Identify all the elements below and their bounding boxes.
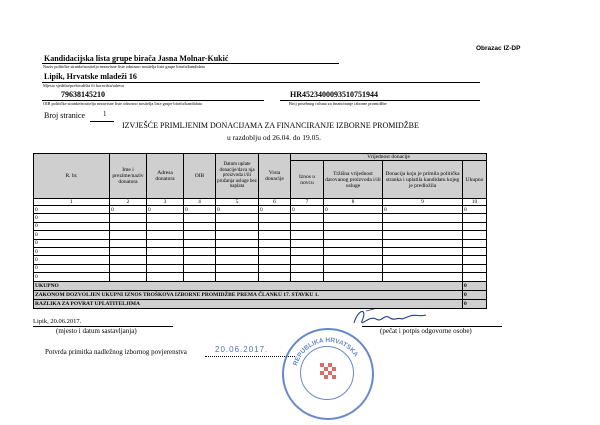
table-cell [184, 214, 216, 222]
page-number-underline [90, 121, 114, 122]
table-row [34, 206, 487, 214]
list-name-caption: Naziv političke stranke/nositelja nezavisne liste odnosno nositelja liste grupe birača/kandidata [43, 64, 205, 69]
table-cell [184, 222, 216, 230]
table-cell [216, 222, 259, 230]
account-caption: Broj posebnog računa za financiranje izborne promidžbe [289, 101, 387, 106]
table-cell [259, 214, 291, 222]
table-cell [463, 264, 487, 272]
table-cell [291, 247, 324, 255]
table-row [34, 264, 487, 272]
table-cell [383, 239, 463, 247]
table-cell [324, 264, 383, 272]
column-number: 6 [259, 199, 291, 206]
table-cell: 0 [34, 239, 110, 247]
table-cell [324, 214, 383, 222]
official-seal [282, 328, 374, 420]
table-cell [110, 231, 147, 239]
table-cell [259, 239, 291, 247]
refund-value: 0 [463, 299, 487, 308]
table-cell: 0 [184, 206, 216, 214]
table-cell [291, 222, 324, 230]
table-cell [259, 222, 291, 230]
address-caption: Mjesto sjedišta/prebivališta ili boravišta/adresa [43, 83, 124, 88]
table-cell [383, 247, 463, 255]
table-cell [110, 247, 147, 255]
max-allowed-label: ZAKONOM DOZVOLJEN UKUPNI IZNOS TROŠKOVA IZBORNE PROMIDŽBE PREMA ČLANKU 17. STAVKU 1. [34, 290, 463, 299]
column-number: 10 [463, 199, 487, 206]
table-cell [216, 273, 259, 281]
total-value: 0 [463, 281, 487, 290]
table-cell [383, 214, 463, 222]
table-cell: 0 [34, 222, 110, 230]
table-cell [147, 222, 184, 230]
table-cell [110, 214, 147, 222]
table-cell [324, 273, 383, 281]
table-cell [216, 214, 259, 222]
table-cell [291, 214, 324, 222]
table-row [34, 222, 487, 230]
table-cell [383, 231, 463, 239]
column-number: 2 [110, 199, 147, 206]
table-cell [216, 239, 259, 247]
col-date-header: Datum uplate donacije/dava nja proizvoda i/ili pružanja usluge bez naplata [216, 154, 259, 199]
table-cell [147, 247, 184, 255]
table-row [34, 273, 487, 281]
donations-table [33, 153, 487, 309]
table-row [34, 256, 487, 264]
signature-caption: (pečat i potpis odgovorne osobe) [380, 327, 472, 335]
seal-text: REPUBLIKA HRVATSKA [292, 336, 360, 367]
table-cell [147, 256, 184, 264]
column-number: 3 [147, 199, 184, 206]
place-date: Lipik, 20.06.2017. [33, 318, 82, 325]
table-cell [216, 231, 259, 239]
col-market-value-header: Tržišna vrijednost darovanog proizvoda i/ili usluge [324, 161, 383, 199]
column-number: 7 [291, 199, 324, 206]
form-code: Obrazac IZ-DP [476, 45, 521, 52]
refund-label: RAZLIKA ZA POVRAT UPLATITELJIMA [34, 299, 463, 308]
table-cell [147, 214, 184, 222]
table-cell [259, 273, 291, 281]
list-name: Kandidacijska lista grupe birača Jasna Molnar-Kukić [44, 54, 229, 63]
report-title: IZVJEŠĆE PRIMLJENIM DONACIJAMA ZA FINANCIRANJE IZBORNE PROMIDŽBE [122, 121, 419, 130]
table-cell [291, 231, 324, 239]
table-cell: 0 [147, 206, 184, 214]
table-cell [324, 247, 383, 255]
address: Lipik, Hrvatske mladeži 16 [44, 72, 137, 81]
total-label: UKUPNO [34, 281, 463, 290]
table-cell [184, 247, 216, 255]
table-cell: 0 [34, 206, 110, 214]
table-cell: 0 [34, 247, 110, 255]
table-cell: 0 [34, 264, 110, 272]
col-party-donation-header: Donacija koju je primila politička stranka i uplatila kandidatu kojeg je predložila [383, 161, 463, 199]
page-number: 1 [103, 110, 107, 118]
table-cell: 0 [216, 206, 259, 214]
table-cell [259, 264, 291, 272]
table-cell [463, 231, 487, 239]
table-cell [291, 256, 324, 264]
table-cell [110, 239, 147, 247]
table-cell [383, 273, 463, 281]
table-cell [110, 222, 147, 230]
column-number: 4 [184, 199, 216, 206]
table-cell [463, 239, 487, 247]
table-cell [110, 273, 147, 281]
report-period: u razdoblju od 26.04. do 19.05. [227, 133, 321, 142]
table-cell [324, 222, 383, 230]
table-cell [147, 264, 184, 272]
table-row [34, 239, 487, 247]
col-total-header: Ukupno [463, 161, 487, 199]
table-cell [110, 256, 147, 264]
oib-value: 79638145210 [61, 90, 105, 99]
table-cell: 0 [34, 273, 110, 281]
table-cell: 0 [463, 206, 487, 214]
col-type-header: Vrsta donacije [259, 154, 291, 199]
max-allowed-row [34, 290, 487, 299]
table-cell [291, 239, 324, 247]
table-cell: 0 [110, 206, 147, 214]
receipt-stamp-date: 20.06.2017. [215, 345, 269, 354]
oib-caption: OIB političke stranke/nositelja nezavisne liste odnosno nositelja liste grupe birača/kandidata [43, 101, 202, 106]
page-label: Broj stranice [44, 111, 86, 120]
table-cell [324, 231, 383, 239]
table-cell [259, 256, 291, 264]
table-cell [463, 247, 487, 255]
table-cell [216, 247, 259, 255]
table-cell [147, 273, 184, 281]
table-cell [383, 256, 463, 264]
table-cell [324, 239, 383, 247]
col-oib-header: OIB [184, 154, 216, 199]
col-amount-header: Iznos u novcu [291, 161, 324, 199]
receipt-label: Potvrda primitka nadležnog izbornog povjerenstva [45, 348, 187, 356]
table-cell [463, 256, 487, 264]
col-rbr-header: R. br. [34, 154, 110, 199]
receipt-underline [205, 356, 295, 357]
table-row [34, 214, 487, 222]
table-cell [259, 247, 291, 255]
table-cell [259, 231, 291, 239]
table-cell [463, 273, 487, 281]
table-cell [383, 264, 463, 272]
table-row [34, 231, 487, 239]
table-cell: 0 [324, 206, 383, 214]
croatian-coat-of-arms-icon [320, 363, 336, 383]
table-cell [216, 264, 259, 272]
column-number-row [34, 199, 487, 206]
table-cell [110, 264, 147, 272]
table-cell [463, 222, 487, 230]
table-cell [216, 256, 259, 264]
total-row [34, 281, 487, 290]
table-cell [184, 273, 216, 281]
max-allowed-value: 0 [463, 290, 487, 299]
group-value-header: Vrijednost donacije [291, 154, 487, 161]
table-cell: 0 [34, 214, 110, 222]
place-date-caption: (mjesto i datum sastavljanja) [56, 327, 137, 335]
table-cell [291, 273, 324, 281]
col-donor-name-header: Ime i prezime/naziv donatora [110, 154, 147, 199]
table-cell [184, 264, 216, 272]
table-cell: 0 [383, 206, 463, 214]
table-cell: 0 [291, 206, 324, 214]
table-row [34, 247, 487, 255]
table-cell [184, 231, 216, 239]
column-number: 9 [383, 199, 463, 206]
account-value: HR4523400093510751944 [290, 90, 378, 99]
column-number: 5 [216, 199, 259, 206]
table-cell [147, 239, 184, 247]
col-donor-address-header: Adresa donatora [147, 154, 184, 199]
table-cell: 0 [259, 206, 291, 214]
table-cell: 0 [34, 256, 110, 264]
table-cell [291, 264, 324, 272]
table-cell [184, 256, 216, 264]
table-cell [383, 222, 463, 230]
table-cell [147, 231, 184, 239]
table-cell [184, 239, 216, 247]
table-cell [463, 214, 487, 222]
table-cell [324, 256, 383, 264]
table-cell: 0 [34, 231, 110, 239]
column-number: 1 [34, 199, 110, 206]
column-number: 8 [324, 199, 383, 206]
